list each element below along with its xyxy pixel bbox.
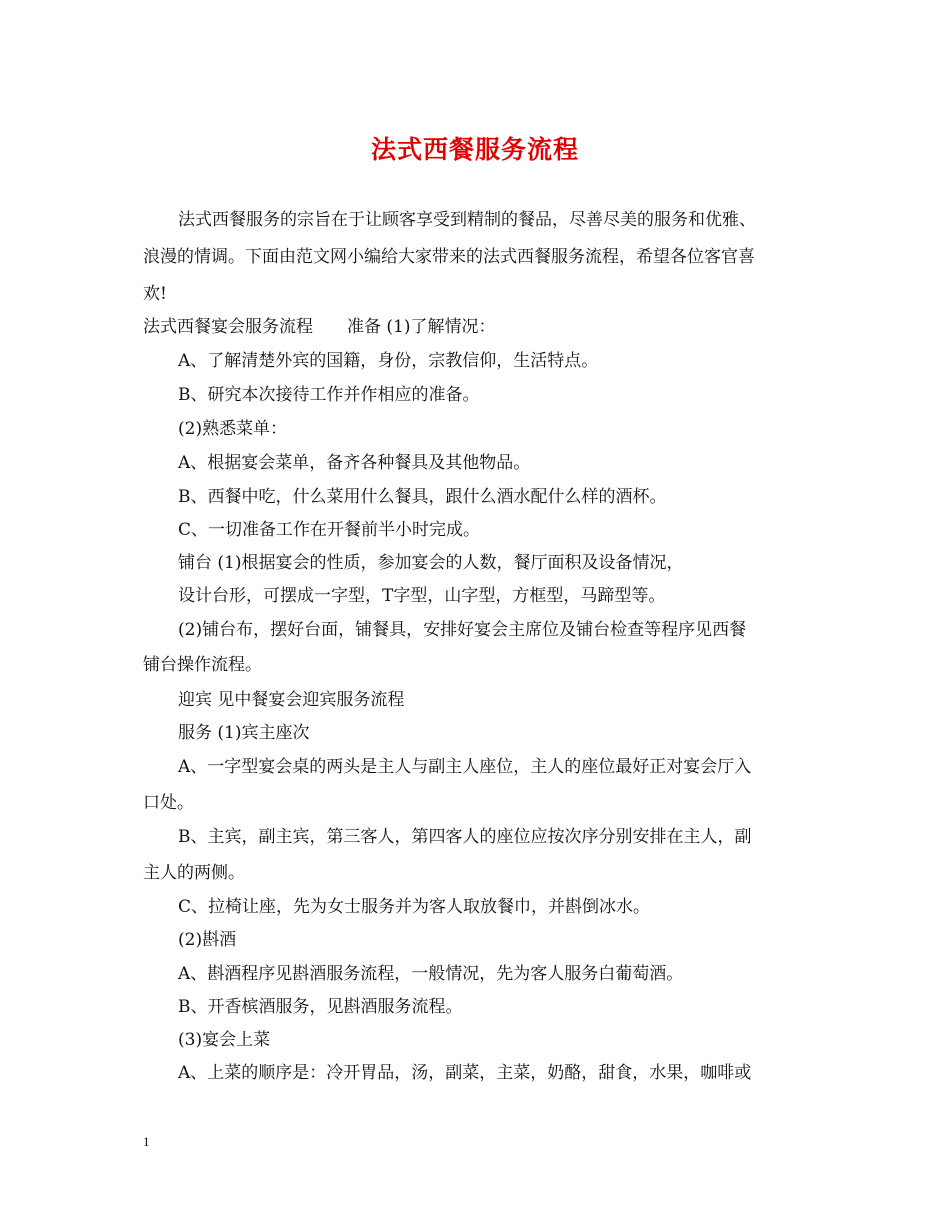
body-line: 铺台操作流程。: [143, 655, 262, 675]
body-line: (2)斟酒: [178, 930, 237, 950]
document-title: 法式西餐服务流程: [370, 135, 579, 164]
body-line: A、了解清楚外宾的国籍，身份，宗教信仰，生活特点。: [178, 351, 599, 371]
body-line: B、开香槟酒服务，见斟酒服务流程。: [178, 997, 463, 1017]
body-line: 铺台 (1)根据宴会的性质，参加宴会的人数，餐厅面积及设备情况，: [178, 553, 684, 573]
body-line: A、上菜的顺序是：冷开胃品，汤，副菜，主菜，奶酪，甜食，水果，咖啡或: [178, 1063, 752, 1083]
body-line: (2)铺台布，摆好台面，铺餐具，安排好宴会主席位及铺台检查等程序见西餐: [178, 620, 747, 640]
body-line: C、拉椅让座，先为女士服务并为客人取放餐巾，并斟倒冰水。: [178, 897, 651, 917]
body-line: 迎宾 见中餐宴会迎宾服务流程: [178, 690, 405, 710]
body-line: C、一切准备工作在开餐前半小时完成。: [178, 520, 481, 540]
body-line: (2)熟悉菜单：: [178, 419, 288, 439]
body-line: 欢!: [143, 284, 167, 304]
page-number: 1: [143, 1134, 150, 1149]
body-line: A、斟酒程序见斟酒服务流程，一般情况，先为客人服务白葡萄酒。: [178, 964, 684, 984]
body-line: 服务 (1)宾主座次: [178, 723, 310, 743]
body-line: 主人的两侧。: [143, 863, 245, 883]
body-line: B、西餐中吃，什么菜用什么餐具，跟什么酒水配什么样的酒杯。: [178, 487, 667, 507]
body-line: 法式西餐服务的宗旨在于让顾客享受到精制的餐品，尽善尽美的服务和优雅、: [178, 210, 756, 230]
body-line: (3)宴会上菜: [178, 1030, 271, 1050]
body-line: B、主宾，副主宾，第三客人，第四客人的座位应按次序分别安排在主人，副: [178, 827, 752, 847]
body-line: A、一字型宴会桌的两头是主人与副主人座位，主人的座位最好正对宴会厅入: [178, 757, 752, 777]
body-line: 设计台形，可摆成一字型，T字型，山字型，方框型，马蹄型等。: [178, 586, 666, 606]
body-line: A、根据宴会菜单，备齐各种餐具及其他物品。: [178, 453, 531, 473]
body-line: B、研究本次接待工作并作相应的准备。: [178, 385, 480, 405]
section-heading: 法式西餐宴会服务流程 准备 (1)了解情况：: [143, 317, 496, 337]
body-line: 口处。: [143, 793, 194, 813]
body-line: 浪漫的情调。下面由范文网小编给大家带来的法式西餐服务流程，希望各位客官喜: [143, 247, 755, 267]
